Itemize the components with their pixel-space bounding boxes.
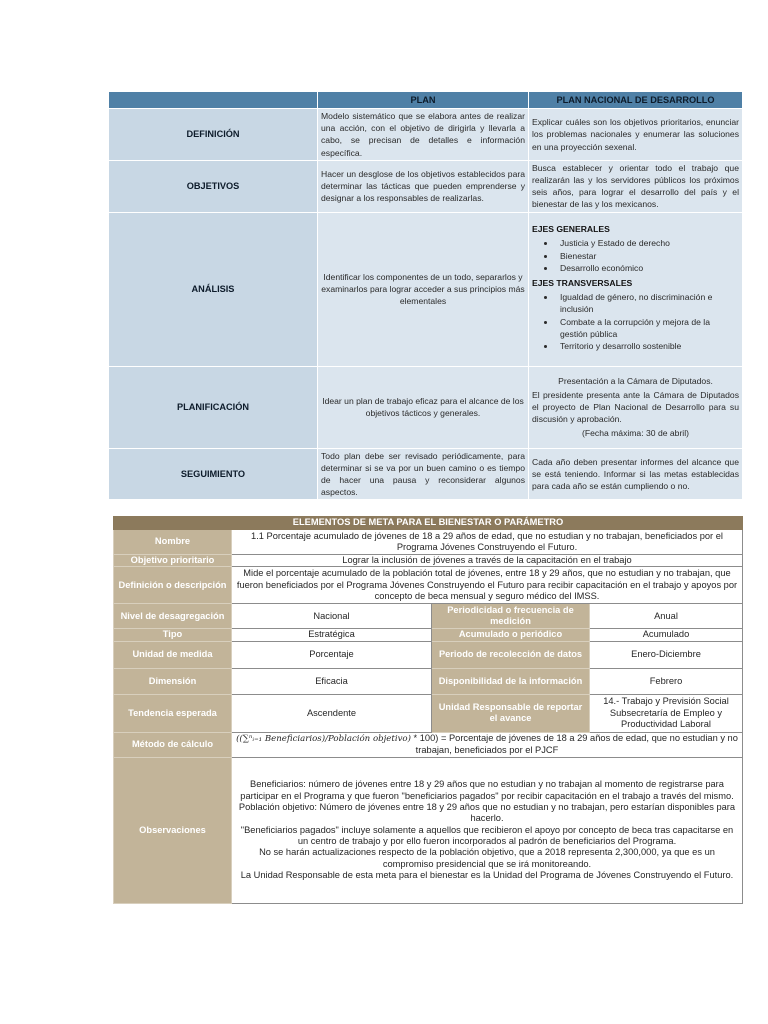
value-tendencia: Ascendente: [232, 694, 432, 732]
label-periodo: Periodo de recolección de datos: [432, 641, 590, 668]
list-item: • Desarrollo económico: [556, 262, 739, 274]
cell-pnd-objetivos: Busca establecer y orientar todo el trabajo que realizarán las y los servidores públicos los próximos seis años, para lograr el desarrollo del país y el bienestar de las y los mexicanos.: [529, 160, 743, 212]
list-item: • Justicia y Estado de derecho: [556, 237, 739, 249]
table2-title-row: [114, 517, 743, 530]
pnd-planificacion-p3: (Fecha máxima: 30 de abril): [582, 428, 689, 439]
value-nombre: 1.1 Porcentaje acumulado de jóvenes de 18 a 29 años de edad, que no estudian y no trabajan, beneficiados por el Programa Jóvenes Construyendo el Futuro.: [232, 530, 743, 555]
table2-row-nivel: [114, 604, 743, 629]
observacion-paragraph: No se harán actualizaciones respecto de la población objetivo, que a 2018 representa 2,300,000, ya que es un compromiso presidencial que se irá monitoreando.: [259, 847, 715, 869]
cell-plan-definicion: Modelo sistemático que se elabora antes de realizar una acción, con el objetivo de dirigirla y llevarla a cabo, se precisan de detalles e información específica.: [318, 109, 529, 161]
observacion-paragraph: La Unidad Responsable de esta meta para el bienestar es la Unidad del Programa de Jóvenes Construyendo el Futuro.: [240, 869, 734, 880]
ejes-transversales-list: [532, 291, 739, 352]
label-nombre: Nombre: [114, 530, 232, 555]
row-label-analisis: ANÁLISIS: [109, 212, 318, 366]
label-disponibilidad: Disponibilidad de la información: [432, 668, 590, 694]
cell-pnd-definicion: Explicar cuáles son los objetivos prioritarios, enunciar los problemas nacionales y enumerar las soluciones en una proyección sexenal.: [529, 109, 743, 161]
observacion-paragraph: "Beneficiarios pagados" incluye solamente a aquellos que recibieron el apoyo por concepto de beca tras capacitarse en un centro de trabajo y por ello fueron incorporados al padrón de beneficiarios del Programa.: [240, 824, 734, 846]
table2-row-observaciones: [114, 757, 743, 903]
table1-row-seguimiento: [109, 448, 743, 500]
label-observaciones: Observaciones: [114, 757, 232, 903]
value-nivel: Nacional: [232, 604, 432, 629]
label-dimension: Dimensión: [114, 668, 232, 694]
row-label-definicion: DEFINICIÓN: [109, 109, 318, 161]
table2-row-definicion: [114, 567, 743, 604]
plan-comparison-table: [108, 91, 743, 500]
label-responsable: Unidad Responsable de reportar el avance: [432, 694, 590, 732]
label-nivel: Nivel de desagregación: [114, 604, 232, 629]
meta-bienestar-table: [113, 516, 743, 904]
table2-row-unidad: [114, 641, 743, 668]
value-dimension: Eficacia: [232, 668, 432, 694]
table1-header-plan: PLAN: [318, 92, 529, 109]
value-objetivo: Lograr la inclusión de jóvenes a través de la capacitación en el trabajo: [232, 555, 743, 567]
label-acumulado: Acumulado o periódico: [432, 629, 590, 641]
observacion-paragraph: Población objetivo: Número de jóvenes entre 18 y 29 años que no estudian y no trabajan, pero estarían disponibles para hacerlo.: [238, 802, 736, 824]
ejes-transversales-title: EJES TRANSVERSALES: [532, 277, 633, 288]
cell-pnd-analisis: [529, 212, 743, 366]
value-acumulado: Acumulado: [590, 629, 743, 641]
value-tipo: Estratégica: [232, 629, 432, 641]
table1-row-planificacion: [109, 366, 743, 448]
table1-header-empty: [109, 92, 318, 109]
observacion-paragraph: Beneficiarios: número de jóvenes entre 18 y 29 años que no estudian y no trabajan al momento de registrarse para participar en el Programa y que fueron "beneficiarios pagados" por recibir capacitación en el trabajo a través del mismo.: [240, 779, 734, 801]
label-tipo: Tipo: [114, 629, 232, 641]
row-label-objetivos: OBJETIVOS: [109, 160, 318, 212]
table2-title: ELEMENTOS DE META PARA EL BIENESTAR O PARÁMETRO: [114, 517, 743, 530]
pnd-planificacion-p2: El presidente presenta ante la Cámara de Diputados el proyecto de Plan Nacional de Desarrollo para su discusión y aprobación.: [532, 389, 739, 425]
table2-row-nombre: [114, 530, 743, 555]
metodo-text: * 100) = Porcentaje de jóvenes de 18 a 29 años de edad, que no estudian y no trabajan, beneficiados por el PJCF: [410, 732, 738, 756]
label-tendencia: Tendencia esperada: [114, 694, 232, 732]
cell-plan-planificacion: Idear un plan de trabajo eficaz para el alcance de los objetivos tácticos y generales.: [318, 366, 529, 448]
label-objetivo: Objetivo prioritario: [114, 555, 232, 567]
table1-row-analisis: [109, 212, 743, 366]
table2-row-tipo: [114, 629, 743, 641]
ejes-generales-list: [532, 237, 739, 274]
row-label-planificacion: PLANIFICACIÓN: [109, 366, 318, 448]
label-periodicidad: Periodicidad o frecuencia de medición: [432, 604, 590, 629]
list-item: • Combate a la corrupción y mejora de la gestión pública: [556, 316, 739, 340]
ejes-generales-title: EJES GENERALES: [532, 224, 610, 235]
list-item: • Bienestar: [556, 250, 739, 262]
table1-row-definicion: [109, 109, 743, 161]
value-unidad: Porcentaje: [232, 641, 432, 668]
cell-plan-objetivos: Hacer un desglose de los objetivos establecidos para determinar las tácticas que pueden emprenderse y designar a los responsables de realizarlas.: [318, 160, 529, 212]
pnd-planificacion-p1: Presentación a la Cámara de Diputados.: [558, 375, 713, 386]
cell-pnd-planificacion: [529, 366, 743, 448]
label-metodo: Método de cálculo: [114, 732, 232, 757]
value-periodicidad: Anual: [590, 604, 743, 629]
table1-header-pnd: PLAN NACIONAL DE DESARROLLO: [529, 92, 743, 109]
table1-row-objetivos: [109, 160, 743, 212]
value-responsable: 14.- Trabajo y Previsión Social Subsecretaría de Empleo y Productividad Laboral: [590, 694, 743, 732]
table2-row-metodo: [114, 732, 743, 757]
list-item: • Territorio y desarrollo sostenible: [556, 340, 739, 352]
metodo-formula: ((∑ⁿᵢ₌₁ Beneficiarios)/Población objetivo): [236, 733, 411, 744]
table2-row-dimension: [114, 668, 743, 694]
value-metodo: [232, 732, 743, 757]
value-observaciones: [232, 757, 743, 903]
value-definicion: Mide el porcentaje acumulado de la población total de jóvenes, entre 18 y 29 años, que no estudian y no trabajan, que fueron beneficiados por el Programa Jóvenes Construyendo el Futuro para recibir capacitación en el trabajo y apoyos por concepto de beca mensual y seguro médico del IMSS.: [232, 567, 743, 604]
table2-row-objetivo: [114, 555, 743, 567]
table2-row-tendencia: [114, 694, 743, 732]
label-definicion: Definición o descripción: [114, 567, 232, 604]
cell-pnd-seguimiento: Cada año deben presentar informes del alcance que se está teniendo. Informar si las metas establecidas para cada año se están cumpliendo o no.: [529, 448, 743, 500]
cell-plan-analisis: Identificar los componentes de un todo, separarlos y examinarlos para lograr acceder a sus principios más elementales: [318, 212, 529, 366]
value-periodo: Enero-Diciembre: [590, 641, 743, 668]
cell-plan-seguimiento: Todo plan debe ser revisado periódicamente, para determinar si se va por un buen camino o es tiempo de hacer una pausa y reconsiderar algunos aspectos.: [318, 448, 529, 500]
table1-header-row: [109, 92, 743, 109]
label-unidad: Unidad de medida: [114, 641, 232, 668]
list-item: • Igualdad de género, no discriminación e inclusión: [556, 291, 739, 315]
row-label-seguimiento: SEGUIMIENTO: [109, 448, 318, 500]
value-disponibilidad: Febrero: [590, 668, 743, 694]
